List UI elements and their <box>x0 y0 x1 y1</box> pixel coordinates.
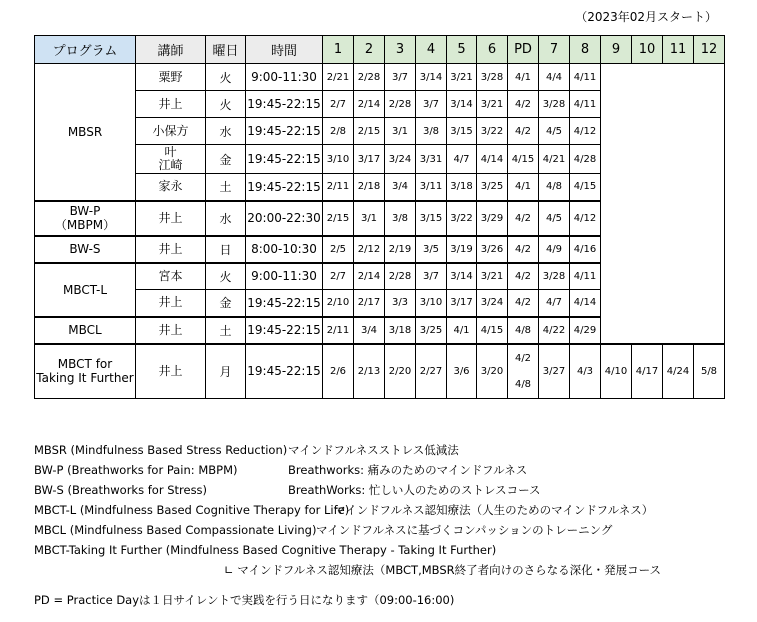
date-cell: 3/21 <box>447 64 477 91</box>
program-cell: MBCL <box>35 317 136 344</box>
date-cell: 4/8 <box>539 174 570 201</box>
header-session: 8 <box>570 36 601 64</box>
date-cell: 3/14 <box>447 263 477 290</box>
program-cell: BW-S <box>35 236 136 263</box>
date-cell: 3/1 <box>354 201 385 236</box>
date-cell: 4/28 <box>570 145 601 174</box>
date-cell: 4/5 <box>539 118 570 145</box>
date-cell: 3/25 <box>477 174 508 201</box>
header-session: 1 <box>323 36 354 64</box>
date-cell: 3/8 <box>416 118 447 145</box>
legend-abbr: BW-S (Breathworks for Stress) <box>34 483 208 497</box>
start-date-note: （2023年02月スタート） <box>575 10 717 24</box>
date-cell: 4/9 <box>539 236 570 263</box>
date-cell: 2/28 <box>385 91 416 118</box>
date-cell: 4/2 <box>508 263 539 290</box>
date-cell: 3/5 <box>416 236 447 263</box>
empty-cell <box>663 290 694 317</box>
weekday-cell: 土 <box>206 317 246 344</box>
empty-cell <box>601 201 632 236</box>
empty-cell <box>601 317 632 344</box>
date-cell: 4/11 <box>570 91 601 118</box>
empty-cell <box>663 91 694 118</box>
date-cell: 3/28 <box>477 64 508 91</box>
practice-day-note: PD = Practice Dayは１日サイレントで実践を行う日になります（09:00-16:00) <box>34 593 455 607</box>
empty-cell <box>694 236 725 263</box>
weekday-cell: 月 <box>206 344 246 399</box>
date-cell: 2/20 <box>385 344 416 399</box>
date-cell: 4/8 <box>508 317 539 344</box>
legend-desc: マインドフルネスに基づくコンパッションのトレーニング <box>316 523 613 537</box>
date-cell: 4/21 <box>539 145 570 174</box>
date-cell: 2/28 <box>354 64 385 91</box>
time-cell: 19:45-22:15 <box>246 290 323 317</box>
date-cell: 2/7 <box>323 263 354 290</box>
empty-cell <box>632 201 663 236</box>
date-cell: 3/27 <box>539 344 570 399</box>
time-cell: 9:00-11:30 <box>246 263 323 290</box>
program-cell: MBCT for Taking It Further <box>35 344 136 399</box>
date-cell: 3/7 <box>416 263 447 290</box>
header-session: 4 <box>416 36 447 64</box>
date-cell: 4/12 <box>570 118 601 145</box>
header-teacher: 講師 <box>136 36 206 64</box>
empty-cell <box>632 91 663 118</box>
date-cell: 3/4 <box>385 174 416 201</box>
date-cell: 3/22 <box>447 201 477 236</box>
empty-cell <box>694 174 725 201</box>
date-cell: 3/28 <box>539 263 570 290</box>
date-cell: 3/29 <box>477 201 508 236</box>
weekday-cell: 日 <box>206 236 246 263</box>
schedule-table <box>34 35 725 399</box>
date-cell: 3/31 <box>416 145 447 174</box>
time-cell: 9:00-11:30 <box>246 64 323 91</box>
date-cell: 3/18 <box>385 317 416 344</box>
date-cell: 2/15 <box>323 201 354 236</box>
time-cell: 19:45-22:15 <box>246 145 323 174</box>
table-row <box>35 174 725 201</box>
empty-cell <box>632 64 663 91</box>
legend-abbr: BW-P (Breathworks for Pain: MBPM) <box>34 463 238 477</box>
date-cell: 2/15 <box>354 118 385 145</box>
header-session-pd: PD <box>508 36 539 64</box>
date-cell: 3/18 <box>447 174 477 201</box>
date-cell: 3/11 <box>416 174 447 201</box>
program-cell: MBCT-L <box>35 263 136 317</box>
header-session: 3 <box>385 36 416 64</box>
date-cell: 2/10 <box>323 290 354 317</box>
date-cell: 4/15 <box>477 317 508 344</box>
empty-cell <box>663 118 694 145</box>
teacher-cell: 小保方 <box>136 118 206 145</box>
date-cell: 4/15 <box>570 174 601 201</box>
header-session: 2 <box>354 36 385 64</box>
header-weekday: 曜日 <box>206 36 246 64</box>
table-row <box>35 118 725 145</box>
empty-cell <box>694 91 725 118</box>
legend-abbr: MBCT-Taking It Further (Mindfulness Based Cognitive Therapy - Taking It Further) <box>34 543 497 557</box>
teacher-cell: 叶 江崎 <box>136 145 206 174</box>
date-cell: 3/26 <box>477 236 508 263</box>
date-cell: 5/8 <box>694 344 725 399</box>
date-cell: 3/24 <box>385 145 416 174</box>
date-cell: 3/17 <box>354 145 385 174</box>
date-cell: 3/10 <box>416 290 447 317</box>
table-row <box>35 91 725 118</box>
date-cell: 4/17 <box>632 344 663 399</box>
empty-cell <box>632 236 663 263</box>
empty-cell <box>694 263 725 290</box>
empty-cell <box>632 174 663 201</box>
table-row <box>35 236 725 263</box>
teacher-cell: 井上 <box>136 290 206 317</box>
table-row <box>35 263 725 290</box>
date-cell: 2/5 <box>323 236 354 263</box>
date-cell: 2/11 <box>323 317 354 344</box>
date-cell: 3/24 <box>477 290 508 317</box>
date-cell: 2/19 <box>385 236 416 263</box>
date-cell: 3/28 <box>539 91 570 118</box>
teacher-cell: 井上 <box>136 201 206 236</box>
header-program: プログラム <box>35 36 136 64</box>
empty-cell <box>601 236 632 263</box>
header-session: 5 <box>447 36 477 64</box>
teacher-cell: 井上 <box>136 91 206 118</box>
teacher-cell: 宮本 <box>136 263 206 290</box>
date-cell: 3/17 <box>447 290 477 317</box>
date-cell: 3/4 <box>354 317 385 344</box>
legend-abbr: MBSR (Mindfulness Based Stress Reduction) <box>34 443 288 457</box>
empty-cell <box>663 236 694 263</box>
legend-desc: マインドフルネスストレス低減法 <box>288 443 459 457</box>
header-session: 10 <box>632 36 663 64</box>
table-body <box>35 64 725 399</box>
empty-cell <box>632 290 663 317</box>
empty-cell <box>601 174 632 201</box>
date-cell: 4/2 <box>508 201 539 236</box>
weekday-cell: 金 <box>206 145 246 174</box>
date-cell: 3/7 <box>385 64 416 91</box>
legend-abbr: MBCT-L (Mindfulness Based Cognitive Therapy for Life) <box>34 503 350 517</box>
weekday-cell: 水 <box>206 118 246 145</box>
date-cell: 2/27 <box>416 344 447 399</box>
empty-cell <box>632 145 663 174</box>
date-cell: 2/14 <box>354 263 385 290</box>
teacher-cell: 井上 <box>136 236 206 263</box>
date-cell: 2/18 <box>354 174 385 201</box>
teacher-cell: 井上 <box>136 317 206 344</box>
weekday-cell: 火 <box>206 263 246 290</box>
legend-desc: Breathworks: 痛みのためのマインドフルネス <box>288 463 528 477</box>
empty-cell <box>694 64 725 91</box>
time-cell: 8:00-10:30 <box>246 236 323 263</box>
empty-cell <box>663 201 694 236</box>
date-cell: 3/21 <box>477 263 508 290</box>
date-cell: 4/2 4/8 <box>508 344 539 399</box>
date-cell: 3/8 <box>385 201 416 236</box>
header-session: 7 <box>539 36 570 64</box>
date-cell: 3/20 <box>477 344 508 399</box>
date-cell: 4/14 <box>477 145 508 174</box>
time-cell: 20:00-22:30 <box>246 201 323 236</box>
empty-cell <box>694 317 725 344</box>
time-cell: 19:45-22:15 <box>246 118 323 145</box>
time-cell: 19:45-22:15 <box>246 317 323 344</box>
date-cell: 4/2 <box>508 290 539 317</box>
date-cell: 3/15 <box>447 118 477 145</box>
empty-cell <box>694 118 725 145</box>
empty-cell <box>601 290 632 317</box>
date-cell: 4/12 <box>570 201 601 236</box>
time-cell: 19:45-22:15 <box>246 91 323 118</box>
date-cell: 2/11 <box>323 174 354 201</box>
date-cell: 4/7 <box>447 145 477 174</box>
teacher-cell: 家永 <box>136 174 206 201</box>
date-cell: 3/1 <box>385 118 416 145</box>
date-cell: 4/15 <box>508 145 539 174</box>
date-cell: 4/2 <box>508 118 539 145</box>
date-cell: 4/4 <box>539 64 570 91</box>
table-row <box>35 344 725 399</box>
time-cell: 19:45-22:15 <box>246 174 323 201</box>
date-cell: 4/16 <box>570 236 601 263</box>
legend-desc: マインドフルネス認知療法（人生のためのマインドフルネス） <box>334 503 654 517</box>
empty-cell <box>663 145 694 174</box>
header-session: 9 <box>601 36 632 64</box>
weekday-cell: 火 <box>206 91 246 118</box>
date-cell: 4/1 <box>508 64 539 91</box>
date-cell: 4/2 <box>508 91 539 118</box>
empty-cell <box>632 118 663 145</box>
weekday-cell: 金 <box>206 290 246 317</box>
weekday-cell: 水 <box>206 201 246 236</box>
date-cell: 4/22 <box>539 317 570 344</box>
weekday-cell: 土 <box>206 174 246 201</box>
weekday-cell: 火 <box>206 64 246 91</box>
date-cell: 2/14 <box>354 91 385 118</box>
table-row <box>35 317 725 344</box>
date-cell: 2/12 <box>354 236 385 263</box>
date-cell: 3/15 <box>416 201 447 236</box>
header-session: 6 <box>477 36 508 64</box>
date-cell: 3/6 <box>447 344 477 399</box>
date-cell: 3/22 <box>477 118 508 145</box>
teacher-cell: 井上 <box>136 344 206 399</box>
program-cell: MBSR <box>35 64 136 201</box>
date-cell: 4/11 <box>570 64 601 91</box>
date-cell: 2/6 <box>323 344 354 399</box>
date-cell: 2/21 <box>323 64 354 91</box>
empty-cell <box>663 317 694 344</box>
empty-cell <box>694 201 725 236</box>
date-cell: 4/24 <box>663 344 694 399</box>
empty-cell <box>663 263 694 290</box>
date-cell: 3/14 <box>416 64 447 91</box>
legend-abbr: MBCL (Mindfulness Based Compassionate Living) <box>34 523 317 537</box>
teacher-cell: 粟野 <box>136 64 206 91</box>
table-row <box>35 64 725 91</box>
empty-cell <box>601 118 632 145</box>
date-cell: 2/7 <box>323 91 354 118</box>
empty-cell <box>601 91 632 118</box>
date-cell: 2/13 <box>354 344 385 399</box>
date-cell: 4/2 <box>508 236 539 263</box>
header-time: 時間 <box>246 36 323 64</box>
time-cell: 19:45-22:15 <box>246 344 323 399</box>
date-cell: 2/17 <box>354 290 385 317</box>
date-cell: 4/11 <box>570 263 601 290</box>
date-cell: 3/25 <box>416 317 447 344</box>
date-cell: 3/14 <box>447 91 477 118</box>
table-header-row <box>35 36 725 64</box>
empty-cell <box>694 145 725 174</box>
date-cell: 3/7 <box>416 91 447 118</box>
empty-cell <box>601 64 632 91</box>
date-cell: 3/10 <box>323 145 354 174</box>
date-cell: 4/5 <box>539 201 570 236</box>
date-cell: 3/21 <box>477 91 508 118</box>
table-row <box>35 290 725 317</box>
date-cell: 4/29 <box>570 317 601 344</box>
table-row <box>35 145 725 174</box>
date-cell: 2/8 <box>323 118 354 145</box>
header-session: 11 <box>663 36 694 64</box>
date-cell: 2/28 <box>385 263 416 290</box>
program-cell: BW-P （MBPM） <box>35 201 136 236</box>
date-cell: 4/14 <box>570 290 601 317</box>
header-session: 12 <box>694 36 725 64</box>
legend-desc: ∟ マインドフルネス認知療法（MBCT,MBSR終了者向けのさらなる深化・発展コース <box>224 563 662 577</box>
empty-cell <box>601 263 632 290</box>
date-cell: 4/10 <box>601 344 632 399</box>
table-row <box>35 201 725 236</box>
date-cell: 4/7 <box>539 290 570 317</box>
empty-cell <box>663 64 694 91</box>
empty-cell <box>601 145 632 174</box>
empty-cell <box>694 290 725 317</box>
legend-desc: BreathWorks: 忙しい人のためのストレスコース <box>288 483 541 497</box>
empty-cell <box>632 263 663 290</box>
empty-cell <box>632 317 663 344</box>
date-cell: 4/3 <box>570 344 601 399</box>
date-cell: 4/1 <box>447 317 477 344</box>
date-cell: 3/3 <box>385 290 416 317</box>
empty-cell <box>663 174 694 201</box>
date-cell: 3/19 <box>447 236 477 263</box>
date-cell: 4/1 <box>508 174 539 201</box>
